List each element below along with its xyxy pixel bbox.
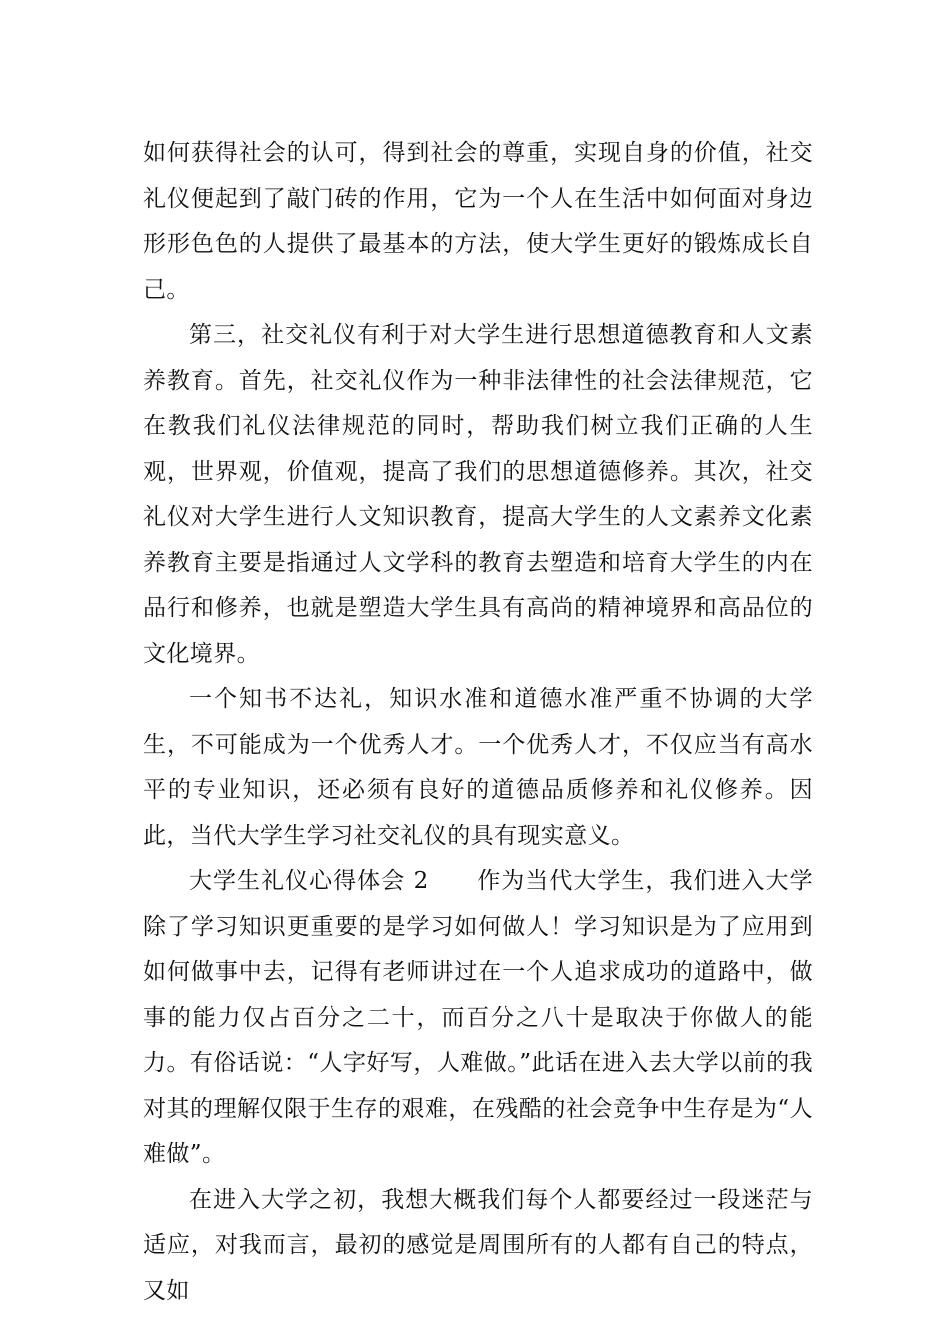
paragraph-4 xyxy=(143,859,813,1178)
paragraph-1: 如何获得社会的认可，得到社会的尊重，实现自身的价值，社交礼仪便起到了敲门砖的作用，它为一个人在生活中如何面对身边形形色色的人提供了最基本的方法，使大学生更好的锻炼成长自己。 xyxy=(143,140,813,303)
paragraph-3: 一个知书不达礼，知识水准和道德水准严重不协调的大学生，不可能成为一个优秀人才。一个优秀人才，不仅应当有高水平的专业知识，还必须有良好的道德品质修养和礼仪修养。因此，当代大学生学习社交礼仪的具有现实意义。 xyxy=(143,686,813,849)
paragraph-4-text: 作为当代大学生，我们进入大学除了学习知识更重要的是学习如何做人！学习知识是为了应用到如何做事中去，记得有老师讲过在一个人追求成功的道路中，做事的能力仅占百分之二十，而百分之八十是取决于你做人的能力。有俗话说：“人字好写，人难做。”此话在进入去大学以前的我对其的理解仅限于生存的艰难，在残酷的社会竞争中生存是为“人难做”。 xyxy=(143,868,813,1167)
paragraph-5: 在进入大学之初，我想大概我们每个人都要经过一段迷茫与适应，对我而言，最初的感觉是周围所有的人都有自己的特点，又如 xyxy=(143,1186,813,1304)
paragraph-2: 第三，社交礼仪有利于对大学生进行思想道德教育和人文素养教育。首先，社交礼仪作为一种非法律性的社会法律规范，它在教我们礼仪法律规范的同时，帮助我们树立我们正确的人生观，世界观，价值观，提高了我们的思想道德修养。其次，社交礼仪对大学生进行人文知识教育，提高大学生的人文素养文化素养教育主要是指通过人文学科的教育去塑造和培育大学生的内在品行和修养，也就是塑造大学生具有高尚的精神境界和高品位的文化境界。 xyxy=(143,322,813,667)
document-body xyxy=(143,131,813,1314)
section-heading: 大学生礼仪心得体会 2 xyxy=(189,868,429,894)
